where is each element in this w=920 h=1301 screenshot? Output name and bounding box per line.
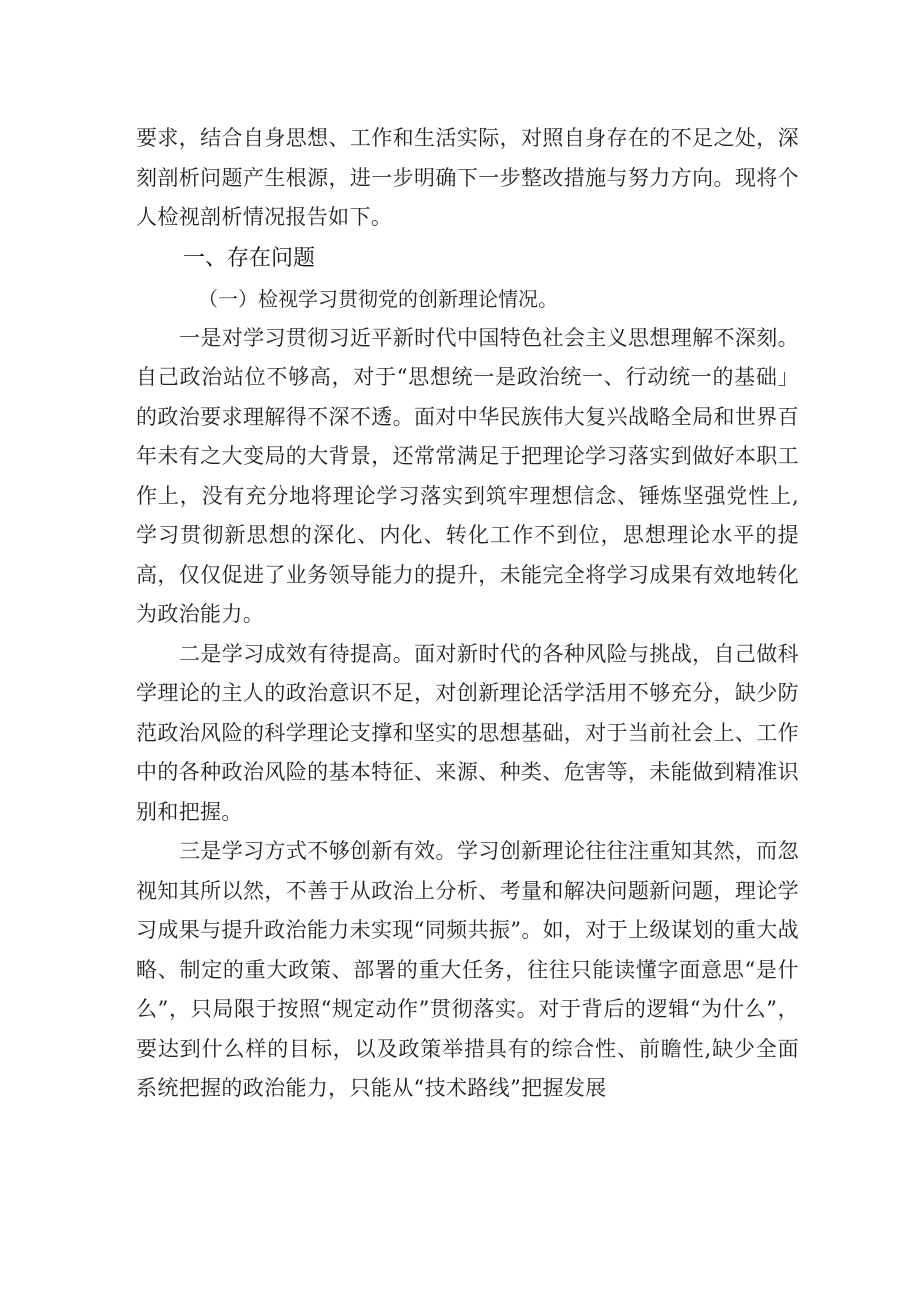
- paragraph-2: 二是学习成效有待提高。面对新时代的各种风险与挑战，自己做科学理论的主人的政治意识不足，对创新理论活学活用不够充分，缺少防范政治风险的科学理论支撑和坚实的思想基础，对于当前社会上、工作中的各种政治风险的基本特征、来源、种类、危害等，未能做到精准识别和把握。: [136, 641, 799, 824]
- document-body: [136, 119, 799, 1109]
- intro-paragraph: 要求，结合自身思想、工作和生活实际，对照自身存在的不足之处，深刻剖析问题产生根源，进一步明确下一步整改措施与努力方向。现将个人检视剖析情况报告如下。: [136, 126, 799, 229]
- paragraph-1: 一是对学习贯彻习近平新时代中国特色社会主义思想理解不深刻。自己政治站位不够高，对于“思想统一是政治统一、行动统一的基础」的政治要求理解得不深不透。面对中华民族伟大复兴战略全局和世界百年未有之大变局的大背景，还常常满足于把理论学习落实到做好本职工作上，没有充分地将理论学习落实到筑牢理想信念、锤炼坚强党性上,学习贯彻新思想的深化、内化、转化工作不到位，思想理论水平的提高，仅仅促进了业务领导能力的提升，未能完全将学习成果有效地转化为政治能力。: [136, 325, 799, 626]
- paragraph-3: 三是学习方式不够创新有效。学习创新理论往往注重知其然，而忽视知其所以然，不善于从政治上分析、考量和解决问题新问题，理论学习成果与提升政治能力未实现“同频共振”。如，对于上级谋划的重大战略、制定的重大政策、部署的重大任务，往往只能读懂字面意思“是什么”，只局限于按照“规定动作”贯彻落实。对于背后的逻辑“为什么”，要达到什么样的目标，以及政策举措具有的综合性、前瞻性,缺少全面系统把握的政治能力，只能从“技术路线”把握发展: [136, 839, 799, 1100]
- section-heading: 一、存在问题: [183, 245, 316, 271]
- subsection-heading: （一）检视学习贯彻党的创新理论情况。: [198, 286, 558, 311]
